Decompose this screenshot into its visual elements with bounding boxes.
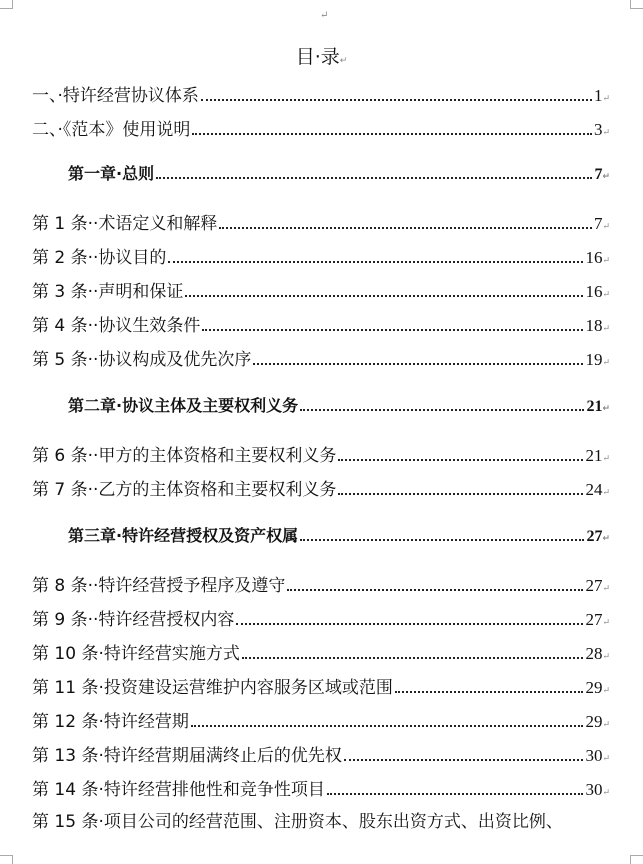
toc-entry-article[interactable] xyxy=(32,676,610,700)
toc-entry-article[interactable] xyxy=(32,246,610,270)
toc-entry-label: 第 10 条·特许经营实施方式 xyxy=(32,644,240,664)
paragraph-mark-icon: ↵ xyxy=(339,56,348,66)
toc-entry-section[interactable] xyxy=(32,118,610,142)
paragraph-mark-icon: ↵ xyxy=(602,720,610,730)
paragraph-mark-icon: ↵ xyxy=(602,256,610,266)
paragraph-mark-icon: ↵ xyxy=(602,404,610,414)
dot-leader xyxy=(236,622,583,625)
toc-entry-label: 第 9 条··特许经营授权内容 xyxy=(32,610,235,630)
dot-leader xyxy=(202,328,583,331)
toc-entry-page: 27 xyxy=(586,528,603,545)
paragraph-mark-icon: ↵ xyxy=(602,488,610,498)
toc-entry-page: 27 xyxy=(585,576,603,595)
dot-leader xyxy=(327,792,584,795)
toc-entry-label: 一、·特许经营协议体系 xyxy=(32,86,199,106)
toc-entry-page: 3 xyxy=(593,120,603,139)
toc-entry-page: 18 xyxy=(585,316,603,335)
toc-entry-page: 16 xyxy=(585,248,603,267)
page-corner-mark xyxy=(0,855,13,864)
paragraph-mark-icon: ↵ xyxy=(602,652,610,662)
dot-leader xyxy=(242,656,584,659)
toc-entry-page: 30 xyxy=(585,780,603,799)
page-corner-mark xyxy=(630,0,643,9)
toc-entry-article[interactable] xyxy=(32,710,610,734)
toc-entry-page: 1 xyxy=(593,86,603,105)
toc-entry-article[interactable] xyxy=(32,608,610,632)
toc-entry-page: 27 xyxy=(585,610,603,629)
toc-entry-page: 29 xyxy=(585,678,603,697)
toc-entry-label: 第 1 条··术语定义和解释 xyxy=(32,214,218,234)
dot-leader xyxy=(300,408,584,411)
dot-leader xyxy=(201,98,592,101)
toc-entry-article[interactable] xyxy=(32,810,610,834)
toc-entry-label: 第 3 条··声明和保证 xyxy=(32,282,184,302)
toc-entry-section[interactable] xyxy=(32,84,610,108)
toc-entry-label: 第 13 条·特许经营期届满终止后的优先权 xyxy=(32,746,342,766)
paragraph-mark-icon: ↵ xyxy=(602,172,610,182)
toc-entry-label: 第 12 条·特许经营期 xyxy=(32,712,189,732)
paragraph-mark-icon: ↵ xyxy=(602,128,610,138)
dot-leader xyxy=(338,458,583,461)
toc-entry-label: 第一章·总则 xyxy=(68,164,155,183)
paragraph-mark-icon: ↵ xyxy=(602,754,610,764)
toc-entry-label: 第 2 条··协议目的 xyxy=(32,248,167,268)
toc-entry-chapter[interactable] xyxy=(68,394,610,418)
dot-leader xyxy=(344,758,584,761)
paragraph-mark-icon: ↵ xyxy=(602,94,610,104)
dot-leader xyxy=(156,176,592,179)
page-corner-mark xyxy=(630,855,643,864)
toc-entry-article[interactable] xyxy=(32,744,610,768)
toc-entry-label: 第 4 条··协议生效条件 xyxy=(32,316,201,336)
toc-entry-page: 21 xyxy=(586,398,603,415)
toc-entry-article[interactable] xyxy=(32,574,610,598)
toc-entry-article[interactable] xyxy=(32,642,610,666)
dot-leader xyxy=(185,294,583,297)
toc-entry-page: 16 xyxy=(585,282,603,301)
dot-leader xyxy=(253,362,583,365)
paragraph-mark-icon: ↵ xyxy=(602,290,610,300)
paragraph-mark-icon: ↵ xyxy=(602,454,610,464)
toc-entry-label: 第 8 条··特许经营授予程序及遵守 xyxy=(32,576,286,596)
dot-leader xyxy=(192,132,592,135)
toc-entry-article[interactable] xyxy=(32,212,610,236)
toc-entry-label: 第二章·协议主体及主要权利义务 xyxy=(68,396,299,415)
paragraph-mark-icon: ↵ xyxy=(602,358,610,368)
toc-entry-page: 29 xyxy=(585,712,603,731)
toc-entry-page: 28 xyxy=(585,644,603,663)
toc-entry-label: 第 7 条··乙方的主体资格和主要权利义务 xyxy=(32,480,337,500)
toc-entry-page: 30 xyxy=(585,746,603,765)
toc-entry-article[interactable] xyxy=(32,778,610,802)
toc-entry-chapter[interactable] xyxy=(68,524,610,548)
paragraph-mark-icon: ↵ xyxy=(602,584,610,594)
toc-entry-label: 二、·《范本》使用说明 xyxy=(32,120,191,140)
dot-leader xyxy=(168,260,583,263)
dot-leader xyxy=(191,724,584,727)
toc-entry-page: 24 xyxy=(585,480,603,499)
toc-entry-article[interactable] xyxy=(32,280,610,304)
toc-entry-label: 第三章·特许经营授权及资产权属 xyxy=(68,526,299,545)
toc-title xyxy=(0,42,643,69)
toc-entry-label: 第 11 条·投资建设运营维护内容服务区域或范围 xyxy=(32,678,393,698)
toc-entry-page: 21 xyxy=(585,446,603,465)
paragraph-mark-icon: ↵ xyxy=(602,222,610,232)
page-corner-mark xyxy=(0,0,13,9)
toc-entry-label: 第 5 条··协议构成及优先次序 xyxy=(32,350,252,370)
dot-leader xyxy=(395,690,584,693)
toc-entry-article[interactable] xyxy=(32,444,610,468)
toc-entry-label: 第 14 条·特许经营排他性和竞争性项目 xyxy=(32,780,325,800)
paragraph-mark-icon: ↵ xyxy=(602,534,610,544)
dot-leader xyxy=(219,226,592,229)
paragraph-mark-icon: ↵ xyxy=(602,618,610,628)
dot-leader xyxy=(338,492,583,495)
toc-entry-page: 7 xyxy=(594,166,603,183)
dot-leader xyxy=(287,588,583,591)
toc-entry-label: 第 15 条·项目公司的经营范围、注册资本、股东出资方式、出资比例、 xyxy=(32,812,563,832)
paragraph-mark-icon: ↵ xyxy=(320,10,329,21)
paragraph-mark-icon: ↵ xyxy=(602,788,610,798)
toc-entry-article[interactable] xyxy=(32,314,610,338)
toc-title-text: 目·录 xyxy=(295,46,340,68)
paragraph-mark-icon: ↵ xyxy=(602,324,610,334)
toc-entry-chapter[interactable] xyxy=(68,162,610,186)
toc-entry-article[interactable] xyxy=(32,478,610,502)
toc-entry-label: 第 6 条··甲方的主体资格和主要权利义务 xyxy=(32,446,337,466)
toc-entry-page: 7 xyxy=(593,214,603,233)
paragraph-mark-icon: ↵ xyxy=(602,686,610,696)
toc-entry-page: 19 xyxy=(585,350,603,369)
toc-entry-article[interactable] xyxy=(32,348,610,372)
dot-leader xyxy=(300,538,584,541)
